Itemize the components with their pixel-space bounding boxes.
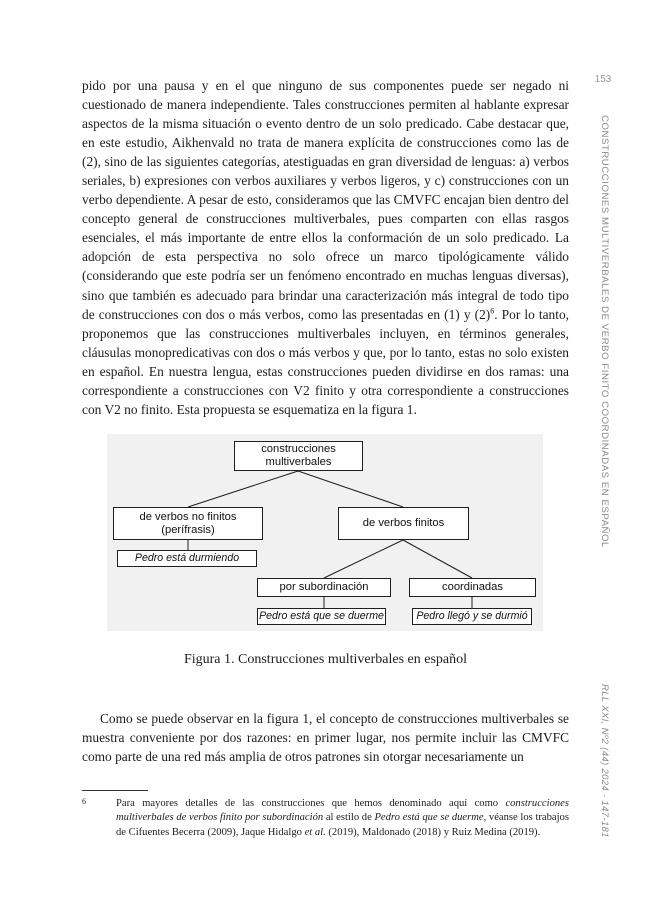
figure-1-diagram [107, 434, 543, 631]
node-subordination-example: Pedro está que se duerme [257, 608, 386, 625]
node-finite: de verbos finitos [338, 507, 469, 540]
edge-finite-coordination [403, 540, 472, 578]
footnote-italic: Pedro está que se duerme [374, 812, 484, 824]
body-paragraph-1 [82, 76, 569, 419]
footnote-divider [82, 790, 148, 791]
node-nonfinite-example: Pedro está durmiendo [117, 550, 257, 567]
node-nonfinite: de verbos no finitos (perífrasis) [113, 507, 263, 540]
footnote-text: , véanse los trabajos de Cifuentes Becerra (2009), Jaque Hidalgo [116, 812, 569, 838]
paragraph-text: pido por una pausa y en el que ninguno de sus componentes puede ser negado ni cuestionado de manera independiente. Tales construcciones permiten al hablante expresar aspectos de la misma situación o evento dentro de un solo predicado. Cabe destacar que, en este estudio, Aikhenvald no trata de manera explícita de construcciones como las de (2), sino de las siguientes categorías, atestiguadas en gran diversidad de lenguas: a) verbos seriales, b) expresiones con verbos auxiliares y verbos ligeros, y c) construcciones con un verbo dependiente. A pesar de esto, consideramos que las CMVFC encajan bien dentro del concepto general de construcciones multiverbales, pues comparten con ellas rasgos esenciales, el más importante de entre ellos la conformación de un solo predicado. La adopción de esta perspectiva no solo ofrece un marco tipológicamente válido (considerando que este podría ser un fenómeno encontrado en muchas lenguas diversas), sino que también es adecuado para brindar una caracterización más integral de todo tipo de construcciones con dos o más verbos, como las presentadas en (1) y (2) [82, 78, 569, 322]
edge-finite-subordination [324, 540, 403, 578]
node-root: construcciones multiverbales [234, 441, 363, 471]
node-coordination-example: Pedro llegó y se durmió [412, 608, 532, 625]
footnote-text: al estilo de [323, 812, 375, 824]
footnote-italic: et al. [304, 826, 326, 838]
footnote-text: Para mayores detalles de las construcciones que hemos denominado aquí como [116, 798, 506, 809]
paragraph-text: . Por lo tanto, proponemos que las construcciones multiverbales incluyen, en términos generales, cláusulas monopredicativas con dos o más verbos y que, por lo tanto, estas no solo existen en español. En nuestra lengua, estas construcciones pueden dividirse en dos ramas: una correspondiente a construcciones con V2 finito y otra correspondiente a construcciones con V2 no finito. Esta propuesta se esquematiza en la figura 1. [82, 306, 569, 417]
footnote [116, 797, 569, 840]
footnote-text: (2019), Maldonado (2018) y Ruiz Medina (2019). [325, 826, 541, 838]
footnote-number: 6 [82, 797, 86, 806]
running-head: CONSTRUCCIONES MULTIVERBALES DE VERBO FINITO COORDINADAS EN ESPAÑOL [599, 115, 610, 548]
node-subordination: por subordinación [257, 578, 391, 597]
footnote-italic: construcciones multiverbales de verbos finito por subordinación [116, 798, 569, 824]
edge-root-finite [298, 471, 403, 507]
body-paragraph-2: Como se puede observar en la figura 1, el concepto de construcciones multiverbales se muestra conveniente por dos razones: en primer lugar, nos permite incluir las CMVFC como parte de una red más amplia de otros patrones sin otorgar necesariamente un [82, 711, 569, 765]
journal-reference: RLL XXI, Nº2 (44) 2024 · 147-181 [599, 684, 610, 838]
footnote-reference[interactable]: 6 [490, 306, 495, 316]
page-number: 153 [594, 74, 612, 85]
figure-caption: Figura 1. Construcciones multiverbales en español [183, 652, 468, 667]
edge-root-nonfinite [188, 471, 298, 507]
node-coordination: coordinadas [409, 578, 536, 597]
